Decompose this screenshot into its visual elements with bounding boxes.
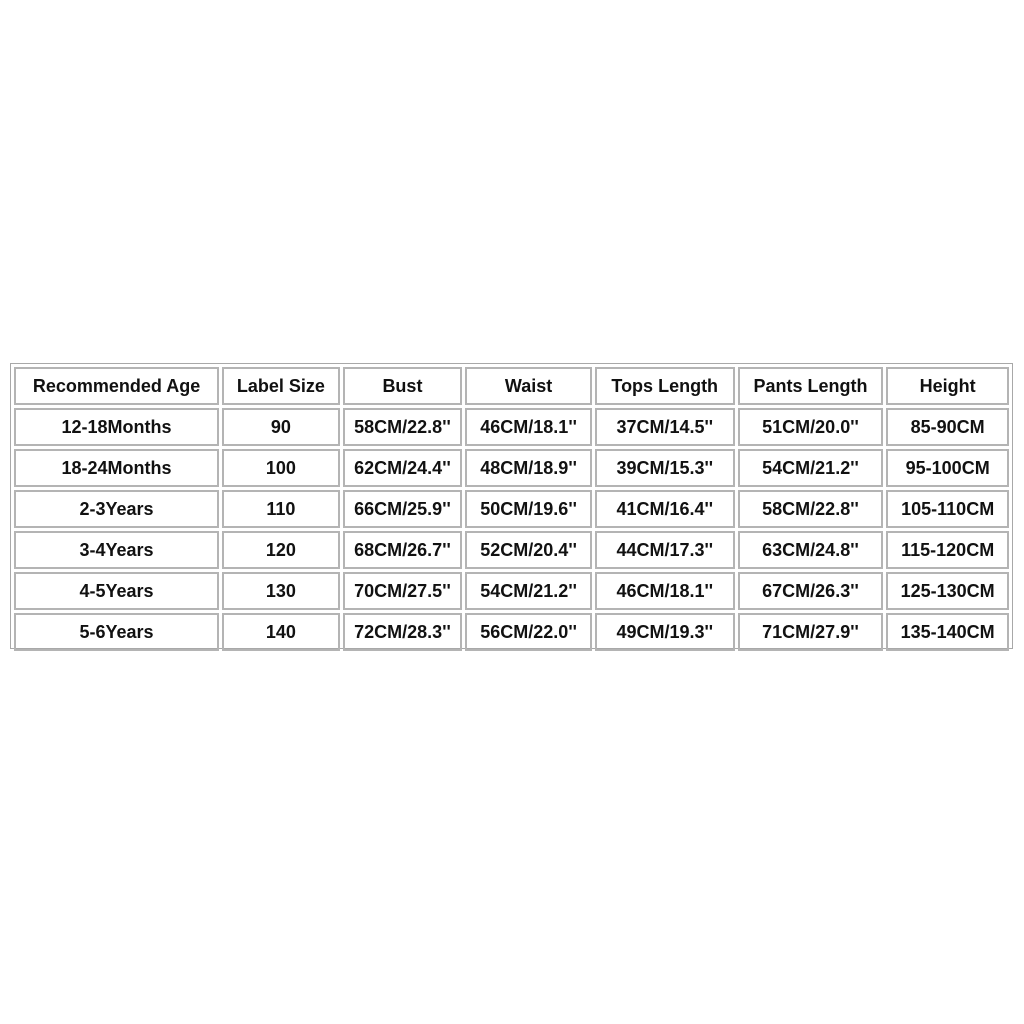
cell-waist: 54CM/21.2'' [465, 572, 592, 610]
cell-bust: 70CM/27.5'' [343, 572, 463, 610]
header-bust: Bust [343, 367, 463, 405]
cell-height: 125-130CM [886, 572, 1009, 610]
cell-waist: 56CM/22.0'' [465, 613, 592, 651]
header-waist: Waist [465, 367, 592, 405]
header-tops-length: Tops Length [595, 367, 735, 405]
cell-tops-length: 37CM/14.5'' [595, 408, 735, 446]
size-chart-table [11, 364, 1012, 654]
cell-waist: 50CM/19.6'' [465, 490, 592, 528]
cell-height: 135-140CM [886, 613, 1009, 651]
cell-label-size: 140 [222, 613, 340, 651]
header-recommended-age: Recommended Age [14, 367, 219, 405]
cell-height: 95-100CM [886, 449, 1009, 487]
cell-label-size: 120 [222, 531, 340, 569]
cell-recommended-age: 18-24Months [14, 449, 219, 487]
cell-waist: 48CM/18.9'' [465, 449, 592, 487]
table-row [14, 572, 1009, 610]
cell-waist: 46CM/18.1'' [465, 408, 592, 446]
cell-pants-length: 58CM/22.8'' [738, 490, 884, 528]
cell-label-size: 90 [222, 408, 340, 446]
table-row [14, 490, 1009, 528]
cell-recommended-age: 5-6Years [14, 613, 219, 651]
cell-bust: 58CM/22.8'' [343, 408, 463, 446]
cell-tops-length: 41CM/16.4'' [595, 490, 735, 528]
cell-pants-length: 67CM/26.3'' [738, 572, 884, 610]
cell-waist: 52CM/20.4'' [465, 531, 592, 569]
header-label-size: Label Size [222, 367, 340, 405]
cell-pants-length: 54CM/21.2'' [738, 449, 884, 487]
cell-recommended-age: 3-4Years [14, 531, 219, 569]
cell-pants-length: 51CM/20.0'' [738, 408, 884, 446]
cell-recommended-age: 2-3Years [14, 490, 219, 528]
cell-height: 105-110CM [886, 490, 1009, 528]
cell-recommended-age: 12-18Months [14, 408, 219, 446]
cell-tops-length: 44CM/17.3'' [595, 531, 735, 569]
table-row [14, 531, 1009, 569]
table-header-row [14, 367, 1009, 405]
table-row [14, 408, 1009, 446]
cell-bust: 68CM/26.7'' [343, 531, 463, 569]
cell-label-size: 110 [222, 490, 340, 528]
header-height: Height [886, 367, 1009, 405]
cell-pants-length: 71CM/27.9'' [738, 613, 884, 651]
cell-height: 85-90CM [886, 408, 1009, 446]
size-chart [10, 363, 1013, 649]
cell-bust: 72CM/28.3'' [343, 613, 463, 651]
cell-bust: 66CM/25.9'' [343, 490, 463, 528]
cell-tops-length: 46CM/18.1'' [595, 572, 735, 610]
table-row [14, 449, 1009, 487]
cell-height: 115-120CM [886, 531, 1009, 569]
cell-bust: 62CM/24.4'' [343, 449, 463, 487]
table-row [14, 613, 1009, 651]
cell-label-size: 130 [222, 572, 340, 610]
cell-label-size: 100 [222, 449, 340, 487]
cell-recommended-age: 4-5Years [14, 572, 219, 610]
cell-tops-length: 49CM/19.3'' [595, 613, 735, 651]
cell-tops-length: 39CM/15.3'' [595, 449, 735, 487]
header-pants-length: Pants Length [738, 367, 884, 405]
cell-pants-length: 63CM/24.8'' [738, 531, 884, 569]
